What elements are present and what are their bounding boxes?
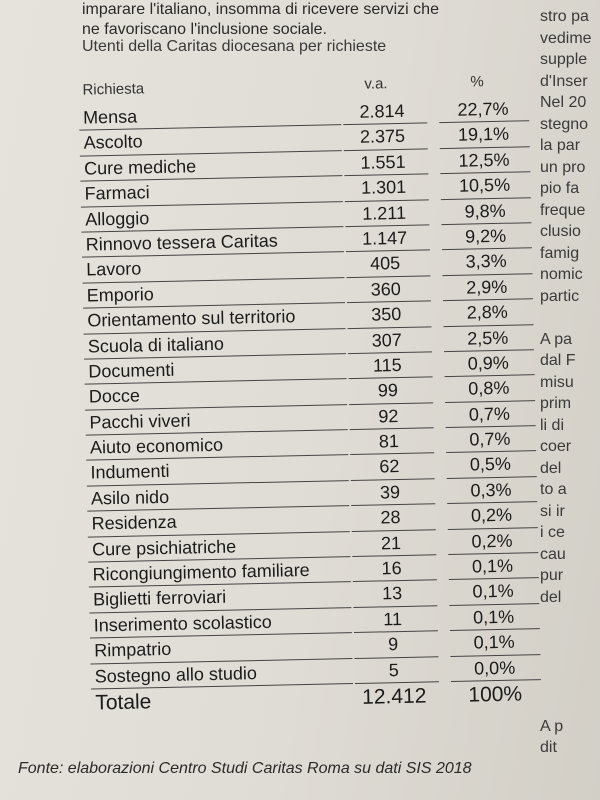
column-text-fragment: A p: [540, 717, 564, 735]
request-name: Ricongiungimento familiare: [92, 559, 310, 585]
absolute-value: 307: [371, 329, 403, 351]
percentage-value: 22,7%: [457, 98, 509, 120]
request-name: Asilo nido: [90, 486, 170, 509]
request-name: Biglietti ferroviari: [92, 587, 227, 610]
column-text-fragment: Nel 20: [540, 94, 587, 111]
percentage-value: 0,2%: [470, 504, 513, 526]
absolute-value: 1.211: [362, 202, 407, 224]
column-text-fragment: famig: [540, 244, 580, 262]
absolute-value: 115: [372, 354, 402, 376]
column-text-fragment: clusio: [540, 223, 581, 240]
column-text-fragment: A pa: [540, 330, 573, 348]
absolute-value: 12.412: [361, 684, 427, 709]
percentage-value: 3,3%: [465, 251, 507, 272]
request-name: Farmaci: [84, 182, 150, 204]
absolute-value: 92: [378, 405, 399, 427]
request-name: Pacchi viveri: [89, 410, 191, 433]
column-text-fragment: to a: [540, 481, 567, 498]
absolute-value: 28: [380, 507, 401, 528]
column-text-fragment: del: [540, 459, 562, 477]
requests-table: [20, 62, 555, 773]
percentage-value: 100%: [468, 682, 523, 707]
percentage-value: 0,1%: [472, 581, 514, 602]
percentage-value: 19,1%: [457, 124, 510, 146]
column-text-fragment: si ir: [540, 502, 565, 520]
source-note: Fonte: elaborazioni Centro Studi Caritas Roma su dati SIS 2018: [18, 760, 472, 777]
column-text-fragment: dit: [540, 739, 557, 756]
column-text-fragment: un pro: [540, 158, 586, 176]
column-text-fragment: stegno: [540, 115, 589, 133]
request-name: Lavoro: [86, 258, 142, 280]
absolute-value: 1.551: [360, 151, 406, 173]
absolute-value: 21: [380, 532, 402, 554]
header-richiesta: Richiesta: [82, 80, 145, 99]
request-name: Totale: [95, 690, 152, 715]
absolute-value: 11: [383, 608, 403, 630]
column-text-fragment: dal F: [540, 352, 576, 369]
absolute-value: 405: [369, 253, 401, 274]
request-name: Inserimento scolastico: [93, 611, 272, 636]
percentage-value: 10,5%: [458, 174, 511, 196]
percentage-value: 0,1%: [472, 606, 515, 628]
percentage-value: 0,1%: [473, 631, 515, 653]
header-pct: %: [470, 73, 484, 91]
intro-line: imparare l'italiano, insomma di ricevere servizi che: [82, 1, 439, 18]
column-text-fragment: vedime: [540, 29, 592, 47]
intro-line: ne favoriscano l'inclusione sociale.: [82, 21, 327, 38]
column-text-fragment: freque: [540, 201, 586, 219]
column-text-fragment: i ce: [540, 524, 565, 541]
request-name: Rimpatrio: [94, 639, 172, 661]
request-name: Documenti: [88, 359, 175, 382]
request-name: Mensa: [82, 106, 138, 128]
column-text-fragment: cau: [540, 545, 566, 563]
absolute-value: 2.375: [359, 126, 406, 148]
absolute-value: 99: [377, 380, 399, 401]
column-text-fragment: misu: [540, 373, 574, 391]
column-text-fragment: stro pa: [540, 8, 589, 25]
absolute-value: 9: [387, 634, 399, 655]
absolute-value: 16: [381, 558, 402, 579]
percentage-value: 0,1%: [471, 555, 514, 577]
column-text-fragment: pio fa: [540, 180, 580, 197]
request-name: Cure psichiatriche: [91, 536, 237, 560]
intro-paragraph: [82, 0, 502, 40]
request-name: Orientamento sul territorio: [87, 306, 296, 331]
absolute-value: 62: [379, 456, 400, 477]
request-name: Cure mediche: [83, 156, 197, 179]
request-name: Docce: [88, 385, 141, 407]
percentage-value: 0,8%: [468, 378, 510, 399]
percentage-value: 0,3%: [470, 479, 512, 501]
column-text-fragment: la par: [540, 137, 581, 154]
column-text-fragment: supple: [540, 51, 588, 68]
absolute-value: 13: [381, 583, 403, 604]
percentage-value: 0,5%: [469, 454, 512, 476]
request-name: Scuola di italiano: [87, 333, 225, 357]
column-text-fragment: pur: [540, 567, 564, 584]
column-text-fragment: li di: [540, 416, 565, 434]
request-name: Aiuto economico: [89, 434, 224, 458]
column-text-fragment: d'Inser: [540, 72, 588, 90]
percentage-value: 0,7%: [468, 403, 511, 425]
request-name: Rinnovo tessera Caritas: [85, 230, 278, 255]
absolute-value: 1.301: [360, 177, 407, 198]
absolute-value: 5: [388, 659, 399, 680]
column-text-fragment: prim: [540, 395, 572, 412]
request-name: Sostegno allo studio: [94, 662, 258, 687]
request-name: Alloggio: [84, 207, 150, 230]
column-text-fragment: nomic: [540, 266, 583, 283]
request-name: Indumenti: [90, 461, 170, 483]
percentage-value: 9,8%: [464, 200, 506, 222]
percentage-value: 2,8%: [466, 301, 508, 323]
percentage-value: 12,5%: [458, 149, 510, 171]
percentage-value: 2,9%: [465, 276, 508, 298]
absolute-value: 1.147: [361, 227, 408, 249]
percentage-value: 0,9%: [467, 352, 510, 374]
absolute-value: 350: [371, 304, 402, 325]
percentage-value: 9,2%: [464, 225, 507, 247]
absolute-value: 2.814: [359, 100, 405, 122]
request-name: Emporio: [86, 283, 155, 306]
request-name: Ascolto: [83, 131, 143, 153]
percentage-value: 0,2%: [471, 530, 513, 552]
request-name: Residenza: [91, 511, 177, 534]
column-text-fragment: del: [540, 588, 562, 606]
absolute-value: 360: [370, 278, 401, 300]
percentage-value: 0,7%: [469, 428, 511, 450]
absolute-value: 81: [378, 431, 400, 452]
percentage-value: 2,5%: [467, 327, 509, 349]
column-text-fragment: coer: [540, 438, 572, 455]
header-va: v.a.: [364, 75, 388, 93]
percentage-value: 0,0%: [473, 657, 516, 679]
table-title: Utenti della Caritas diocesana per richieste: [82, 38, 387, 55]
adjacent-column-text: [540, 0, 600, 800]
table-body: [21, 96, 554, 721]
absolute-value: 39: [379, 481, 401, 503]
column-text-fragment: partic: [540, 287, 580, 305]
